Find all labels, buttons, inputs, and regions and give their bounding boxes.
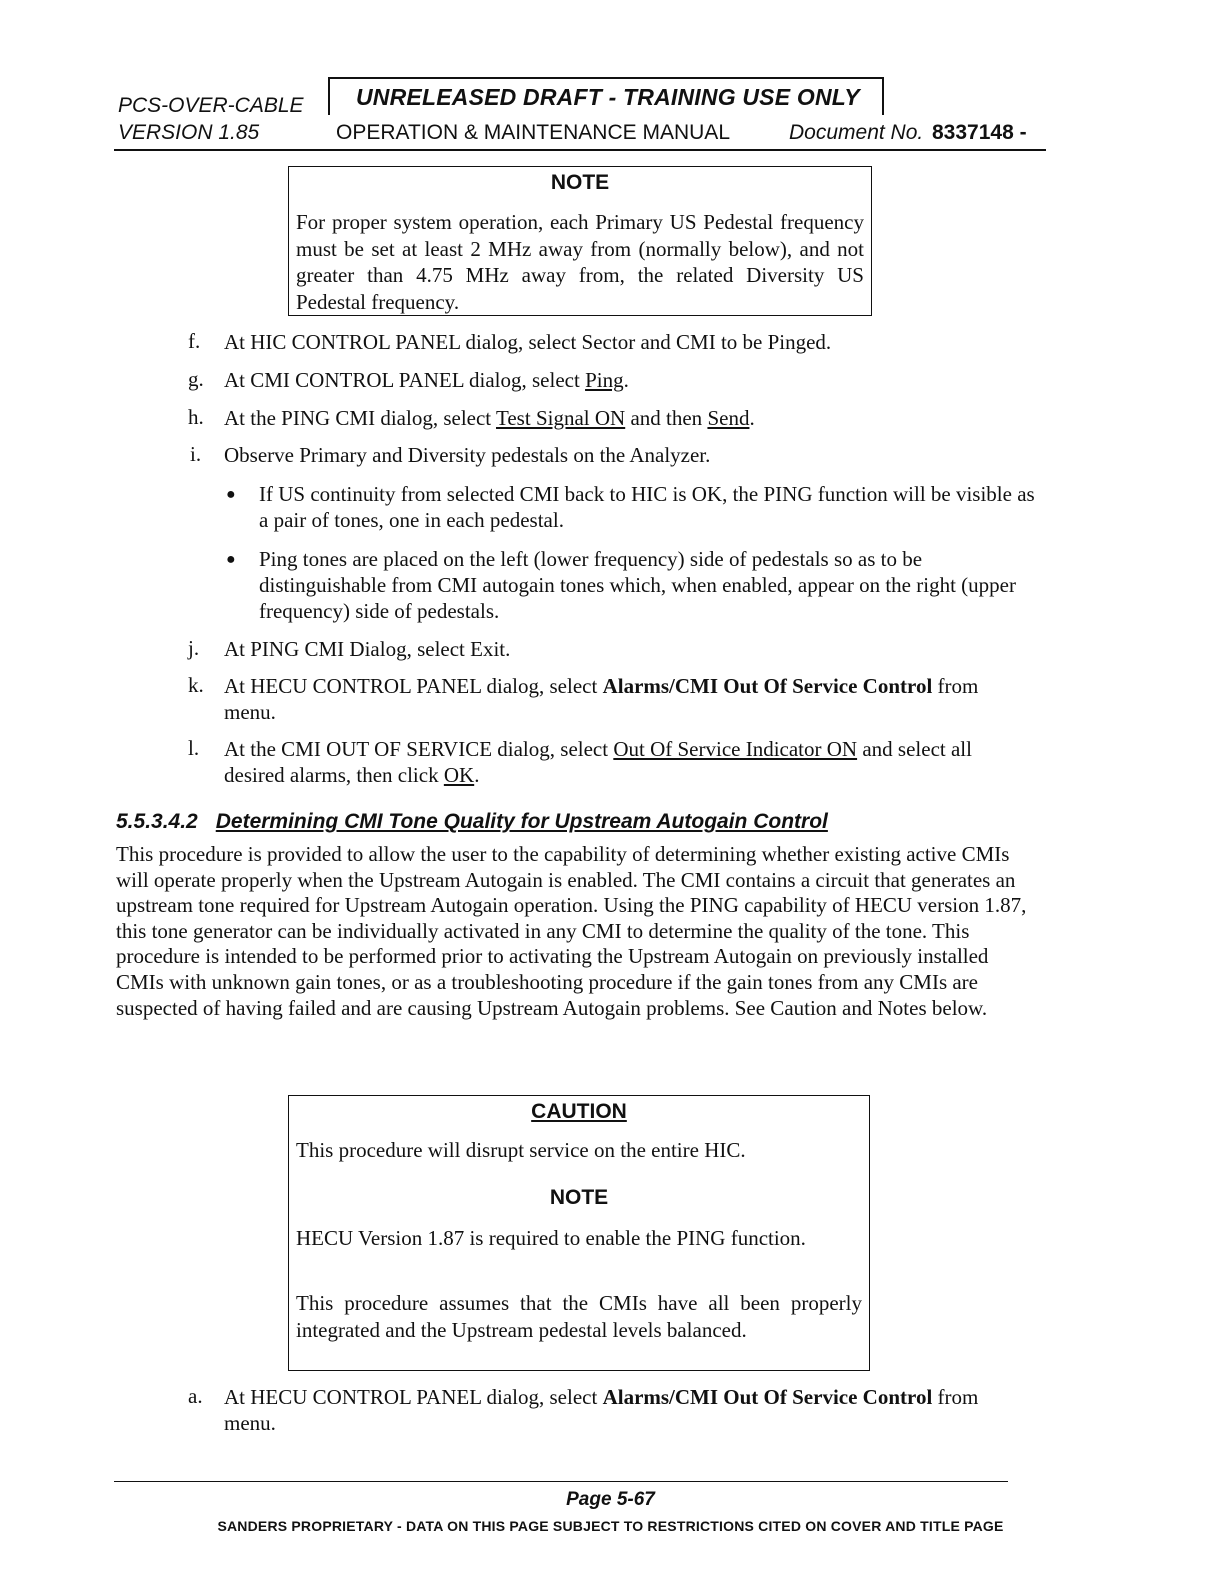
step-l-text: At the CMI OUT OF SERVICE dialog, select Out Of Service Indicator ON and select all desired alarms, then click OK. — [224, 737, 972, 787]
bullet-icon: ● — [226, 551, 236, 568]
page-number: Page 5-67 — [566, 1489, 655, 1510]
out-of-service-indicator-option: Out Of Service Indicator ON — [613, 737, 858, 761]
step-marker: k. — [188, 673, 204, 697]
step-k-text: At HECU CONTROL PANEL dialog, select Alarms/CMI Out Of Service Control from menu. — [224, 674, 979, 724]
step-a-text: At HECU CONTROL PANEL dialog, select Alarms/CMI Out Of Service Control from menu. — [224, 1385, 979, 1435]
step-g-text: At CMI CONTROL PANEL dialog, select Ping. — [224, 368, 629, 392]
step-marker: f. — [188, 329, 201, 353]
header-product: PCS-OVER-CABLE — [118, 94, 304, 117]
caution-text: This procedure will disrupt service on the entire HIC. — [296, 1138, 746, 1162]
step-marker: h. — [188, 405, 204, 429]
section-paragraph: This procedure is provided to allow the user to the capability of determining whether existing active CMIs will operate properly when the Upstream Autogain is enabled. The CMI contains a circuit that generates an upstream tone required for Upstream Autogain operation. Using the PING capability of HECU version 1.87, this tone generator can be individually activated in any CMI to determine the quality of the tone. This procedure is intended to be performed prior to activating the Upstream Autogain on previously installed CMIs with unknown gain tones, or as a troubleshooting procedure if the gain tones from any CMIs are suspected of having failed and are causing Upstream Autogain problems. See Caution and Notes below. — [116, 842, 1027, 1020]
header-doc-label: Document No. — [789, 121, 924, 144]
caution-title: CAUTION — [531, 1100, 627, 1123]
step-marker: j. — [188, 636, 200, 660]
bullet-text: If US continuity from selected CMI back to HIC is OK, the PING function will be visible as a pair of tones, one in each pedestal. — [259, 482, 1035, 532]
step-marker: i. — [190, 442, 202, 466]
test-signal-on-option: Test Signal ON — [496, 406, 626, 430]
bullet-text: Ping tones are placed on the left (lower frequency) side of pedestals so as to be distinguishable from CMI autogain tones which, when enabled, appear on the right (upper frequency) side of pedestals. — [259, 547, 1016, 623]
footer-rule — [114, 1481, 1008, 1482]
section-title: Determining CMI Tone Quality for Upstream Autogain Control — [215, 810, 828, 833]
note-text-version: HECU Version 1.87 is required to enable the PING function. — [296, 1226, 806, 1250]
note-box — [288, 166, 872, 316]
step-f-text: At HIC CONTROL PANEL dialog, select Sector and CMI to be Pinged. — [224, 330, 832, 354]
note-text: For proper system operation, each Primary US Pedestal frequency must be set at least 2 MHz away from (normally below), and not greater than 4.75 MHz away from, the related Diversity US Pedestal frequency. — [296, 210, 864, 314]
ok-option: OK — [443, 763, 475, 787]
header-manual-title: OPERATION & MAINTENANCE MANUAL — [336, 121, 730, 144]
note-text-assumption: This procedure assumes that the CMIs have all been properly integrated and the Upstream pedestal levels balanced. — [296, 1291, 862, 1342]
step-j-text: At PING CMI Dialog, select Exit. — [224, 637, 511, 661]
draft-banner: UNRELEASED DRAFT - TRAINING USE ONLY — [356, 84, 860, 110]
ping-option: Ping — [585, 368, 624, 392]
step-marker: g. — [188, 367, 204, 391]
step-h-text: At the PING CMI dialog, select Test Signal ON and then Send. — [224, 406, 755, 430]
note-title: NOTE — [549, 1186, 609, 1209]
step-i-text: Observe Primary and Diversity pedestals on the Analyzer. — [224, 443, 711, 467]
caution-box — [288, 1095, 870, 1371]
section-heading — [116, 810, 828, 834]
step-marker: a. — [188, 1384, 203, 1408]
bullet-icon: ● — [226, 486, 236, 503]
note-title: NOTE — [550, 171, 610, 194]
header-rule — [114, 149, 1046, 151]
step-marker: l. — [188, 736, 200, 760]
header-doc-number: 8337148 - — [932, 121, 1027, 144]
send-option: Send — [707, 406, 750, 430]
proprietary-notice: SANDERS PROPRIETARY - DATA ON THIS PAGE SUBJECT TO RESTRICTIONS CITED ON COVER AND TITLE PAGE — [217, 1518, 1004, 1534]
header-version: VERSION 1.85 — [118, 121, 260, 144]
section-number: 5.5.3.4.2 — [116, 810, 198, 833]
